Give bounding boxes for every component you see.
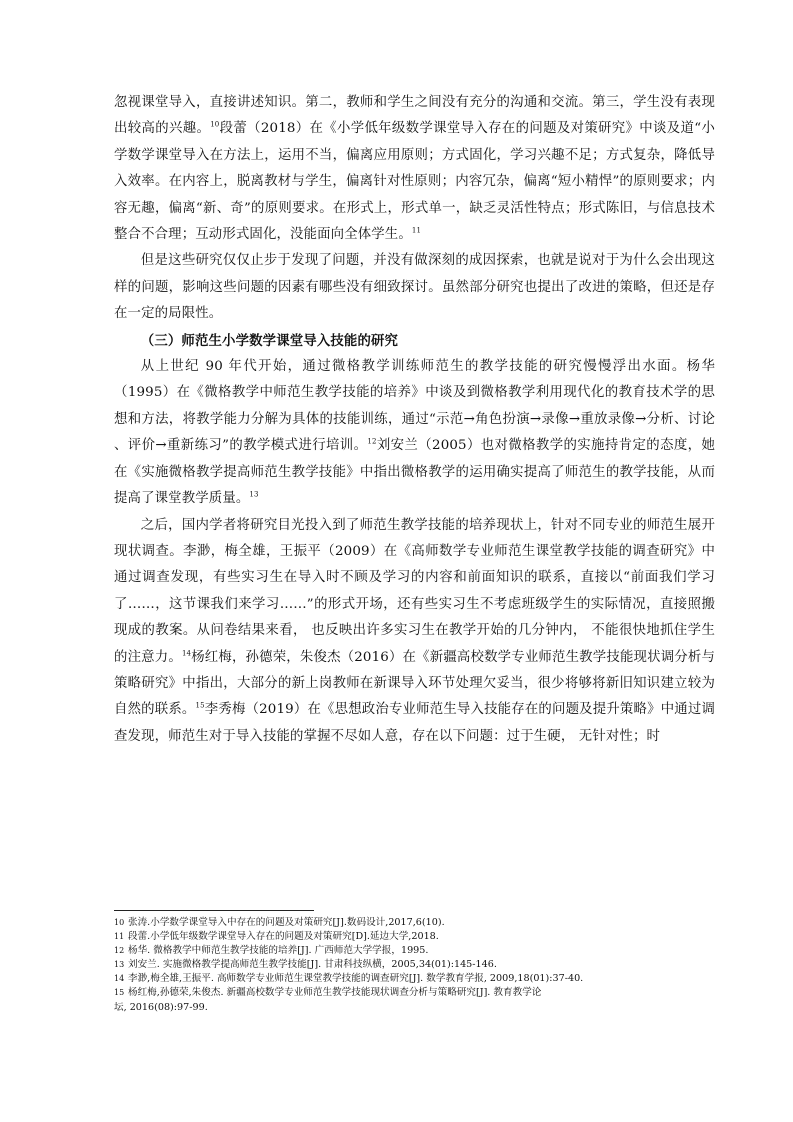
footnote-ref-14[interactable]: 14 [181,649,192,658]
footnote-ref-13[interactable]: 13 [249,490,259,499]
footnotes [114,916,674,1015]
footnote-15: 15 杨红梅,孙德荣,朱俊杰. 新疆高校数学专业师范生教学技能现状调查分析与策略研究[J]. 教育教学论 [114,987,542,999]
paragraph-1: 忽视课堂导入，直接讲述知识。第二，教师和学生之间没有充分的沟通和交流。第三，学生没有表现出较高的兴趣。$^{10}$段蕾（2018）在《小学低年级数学课堂导入存在的问题及对策研究》中谈及道“小学数学课堂导入在方法上，运用不当，偏离应用原则；方式固化，学习兴趣不足；方式复杂，降低导入效率。在内容上，脱离教材与学生，偏离针对性原则；内容冗杂，偏离“短小精悍”的原则要求；内容无趣，偏离“新、奇”的原则要求。在形式上，形式单一，缺乏灵活性特点；形式陈旧，与信息技术整合不合理；互动形式固化，没能面向全体学生。$^{11}$ [114,95,715,243]
footnote-10: 10 张涛.小学数学课堂导入中存在的问题及对策研究[J].数码设计,2017,6(10). [114,917,445,928]
paragraph-4: 之后，国内学者将研究目光投入到了师范生教学技能的培养现状上，针对不同专业的师范生展开现状调查。李渺，梅全雄，王振平（2009）在《高师数学专业师范生课堂教学技能的调查研究》中通过调查发现，有些实习生在导入时不顾及学习的内容和前面知识的联系，直接以“前面我们学习了……，这节课我们来学习……”的形式开场，还有些实习生不考虑班级学生的实际情况，直接照搬现成的教案。从问卷结果来看， 也反映出许多实习生在教学开始的几分钟内， 不能很快地抓住学生的注意力。$^{14}$杨红梅，孙德荣，朱俊杰（2016）在《新疆高校数学专业师范生教学技能现状调分析与策略研究》中指出，大部分的新上岗教师在新课导入环节处理欠妥当，很少将够将新旧知识建立较为自然的联系。$^{15}$李秀梅（2019）在《思想政治专业师范生导入技能存在的问题及提升策略》中通过调查发现，师范生对于导入技能的掌握不尽如人意，存在以下问题：过于生硬， 无针对性；时 [114,517,716,744]
footnote-13: 13 刘安兰. 实施微格教学提高师范生教学技能[J]. 甘肃科技纵横，2005,34(01):145-146. [114,959,497,971]
paragraph-2: 但是这些研究仅仅止步于发现了问题，并没有做深刻的成因探索，也就是说对于为什么会出现这样的问题，影响这些问题的因素有哪些没有细致探讨。虽然部分研究也提出了改进的策略，但还是存在一定的局限性。 [114,253,715,322]
footnote-ref-15[interactable]: 15 [195,701,205,710]
body-text [114,90,715,750]
section-heading: （三）师范生小学数学课堂导入技能的研究 [140,332,399,349]
footnote-ref-10[interactable]: 10 [210,120,220,129]
footnote-11: 11 段蕾.小学低年级数学课堂导入存在的问题及对策研究[D].延边大学,2018. [114,931,439,943]
footnote-15-continued: 坛, 2016(08):97-99. [114,1001,208,1013]
footnote-ref-12[interactable]: 12 [367,437,377,446]
footnote-ref-11[interactable]: 11 [411,226,422,235]
footnote-12: 12 杨华. 微格教学中师范生教学技能的培养[J]. 广西师范大学学报，1995. [114,945,429,957]
footnote-14: 14 李渺,梅全雄,王振平. 高师数学专业师范生课堂教学技能的调查研究[J]. 数学教育学报, 2009,18(01):37-40. [114,973,584,985]
paragraph-3: 从上世纪 90 年代开始，通过微格教学训练师范生的教学技能的研究慢慢浮出水面。杨华（1995）在《微格教学中师范生教学技能的培养》中谈及到微格教学利用现代化的教育技术学的思想和方法，将教学能力分解为具体的技能训练，通过“示范→角色扮演→录像→重放录像→分析、讨论 、评价→重新练习”的教学模式进行培训。$^{12}$刘安兰（2005）也对微格教学的实施持肯定的态度，她在《实施微格教学提高师范生教学技能》中指出微格教学的运用确实提高了师范生的教学技能，从而提高了课堂教学质量。$^{13}$ [114,359,715,507]
footnote-separator [114,910,314,911]
